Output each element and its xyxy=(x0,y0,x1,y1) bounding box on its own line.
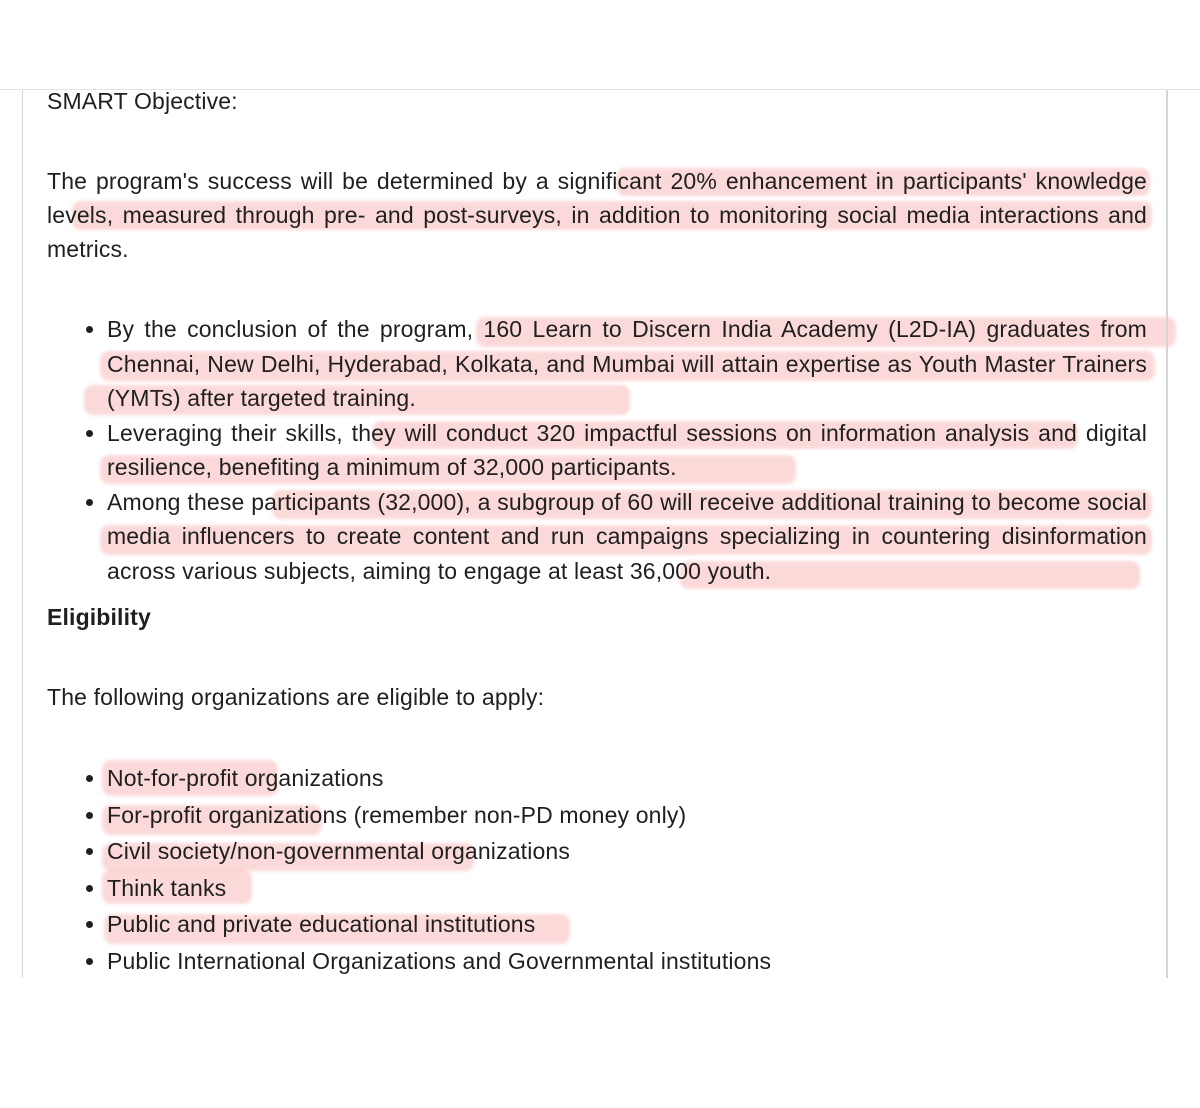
list-item: • Public and private educational institutions xyxy=(107,906,1147,943)
list-item: • Among these participants (32,000), a subgroup of 60 will receive additional training to become social media influencers to create content and run campaigns specializing in countering disinformation across various subjects, aiming to engage at least 36,000 youth. xyxy=(107,485,1147,589)
list-item: • By the conclusion of the program, 160 Learn to Discern India Academy (L2D-IA) graduates from Chennai, New Delhi, Hyderabad, Kolkata, and Mumbai will attain expertise as Youth Master Trainers (YMTs) after targeted training. xyxy=(107,312,1147,416)
smart-objective-list xyxy=(47,312,1147,588)
document-panel xyxy=(22,90,1168,978)
list-item: • Not-for-profit organizations xyxy=(107,760,1147,797)
list-item: • Think tanks xyxy=(107,870,1147,907)
eligibility-heading: Eligibility xyxy=(47,604,151,630)
list-item: • For-profit organizations (remember non-PD money only) xyxy=(107,797,1147,834)
smart-intro-paragraph: The program's success will be determined by a significant 20% enhancement in participants' knowledge levels, measured through pre- and post-surveys, in addition to monitoring social media interactions and metrics. xyxy=(47,168,1147,262)
list-item: • Public International Organizations and Governmental institutions xyxy=(107,943,1147,979)
eligibility-intro: The following organizations are eligible to apply: xyxy=(47,684,545,710)
smart-objective-heading: SMART Objective: xyxy=(47,90,238,114)
eligible-organizations-list xyxy=(47,760,1147,978)
list-item: • Leveraging their skills, they will conduct 320 impactful sessions on information analysis and digital resilience, benefiting a minimum of 32,000 participants. xyxy=(107,416,1147,485)
list-item: • Civil society/non-governmental organizations xyxy=(107,833,1147,870)
document-content xyxy=(47,90,1147,978)
